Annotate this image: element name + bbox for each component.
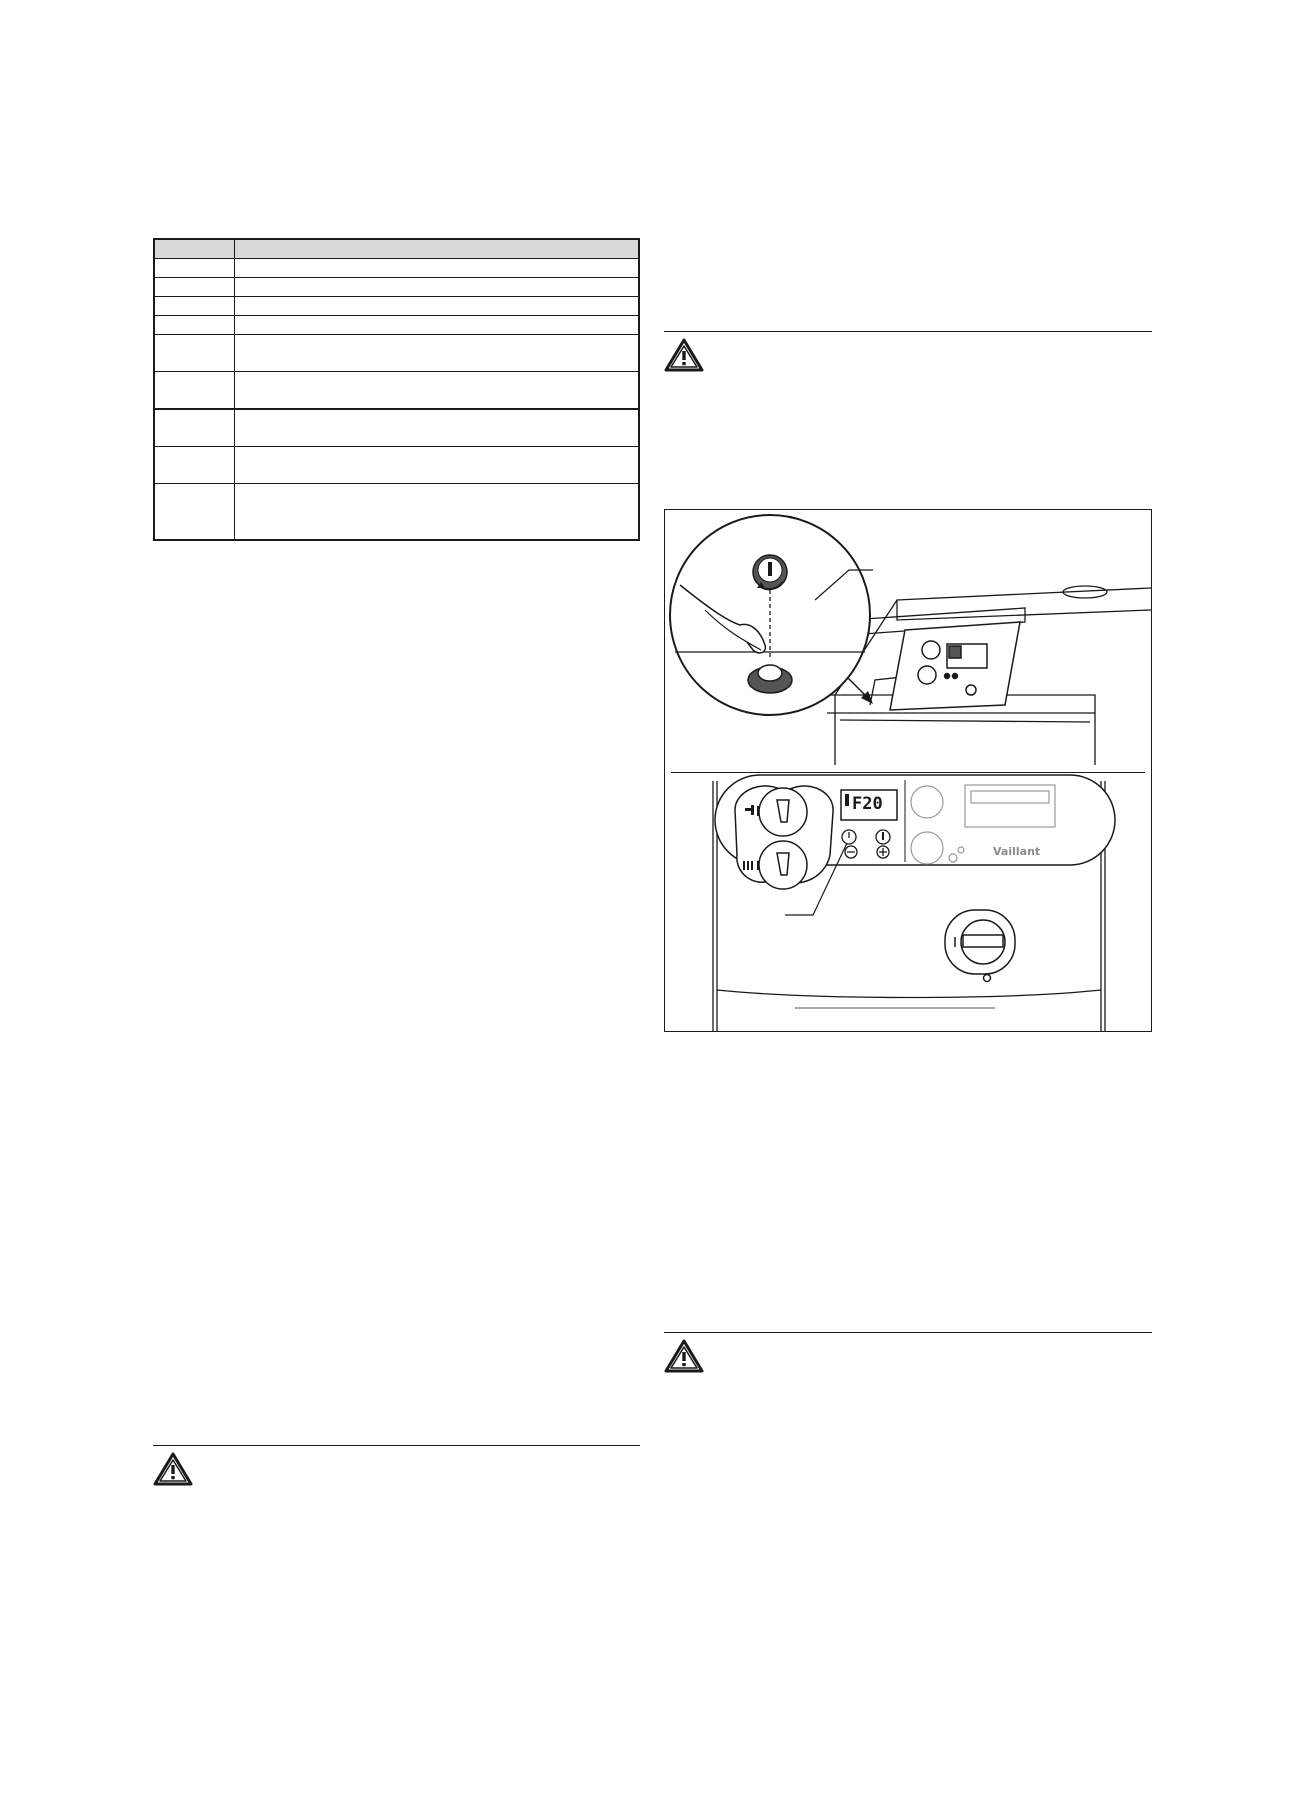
table-cell [234,409,639,447]
table-row [154,409,639,447]
table-header-cell [234,239,639,259]
table-row [154,372,639,410]
table-cell [154,372,234,410]
warning-triangle-icon [664,1339,704,1373]
table-cell [234,372,639,410]
reset-knob-icon [753,555,787,589]
table-row [154,259,639,278]
table-cell [234,259,639,278]
table-cell [234,297,639,316]
warning-rule-right-top [664,331,1152,332]
status-table [153,238,640,541]
table-row [154,484,639,541]
table-cell [154,484,234,541]
table-cell [234,316,639,335]
table-cell [234,278,639,297]
temperature-knobs [735,786,833,889]
table-header-row [154,239,639,259]
table-row [154,297,639,316]
table-cell [154,297,234,316]
status-display [841,790,897,820]
table-cell [154,259,234,278]
figure-divider [671,772,1145,773]
figure-illustration [665,510,1151,1031]
warning-rule-left-bottom [153,1445,640,1446]
table-cell [154,409,234,447]
control-panel-tilted [890,622,1020,710]
table-cell [154,278,234,297]
main-power-switch [945,910,1015,982]
table-cell [234,335,639,372]
table-cell [234,447,639,484]
table-cell [234,484,639,541]
table-header-cell [154,239,234,259]
brand-logo: Vaillant [993,845,1041,858]
table-row [154,335,639,372]
table-cell [154,335,234,372]
warning-rule-right-bottom [664,1332,1152,1333]
warning-triangle-icon [153,1452,193,1486]
table-row [154,316,639,335]
table-cell [154,316,234,335]
table-row [154,447,639,484]
warning-triangle-icon [664,338,704,372]
magnifier-inset [670,515,873,715]
display-code: F20 [852,794,883,814]
table-cell [154,447,234,484]
table-row [154,278,639,297]
boiler-reset-figure [664,509,1152,1032]
